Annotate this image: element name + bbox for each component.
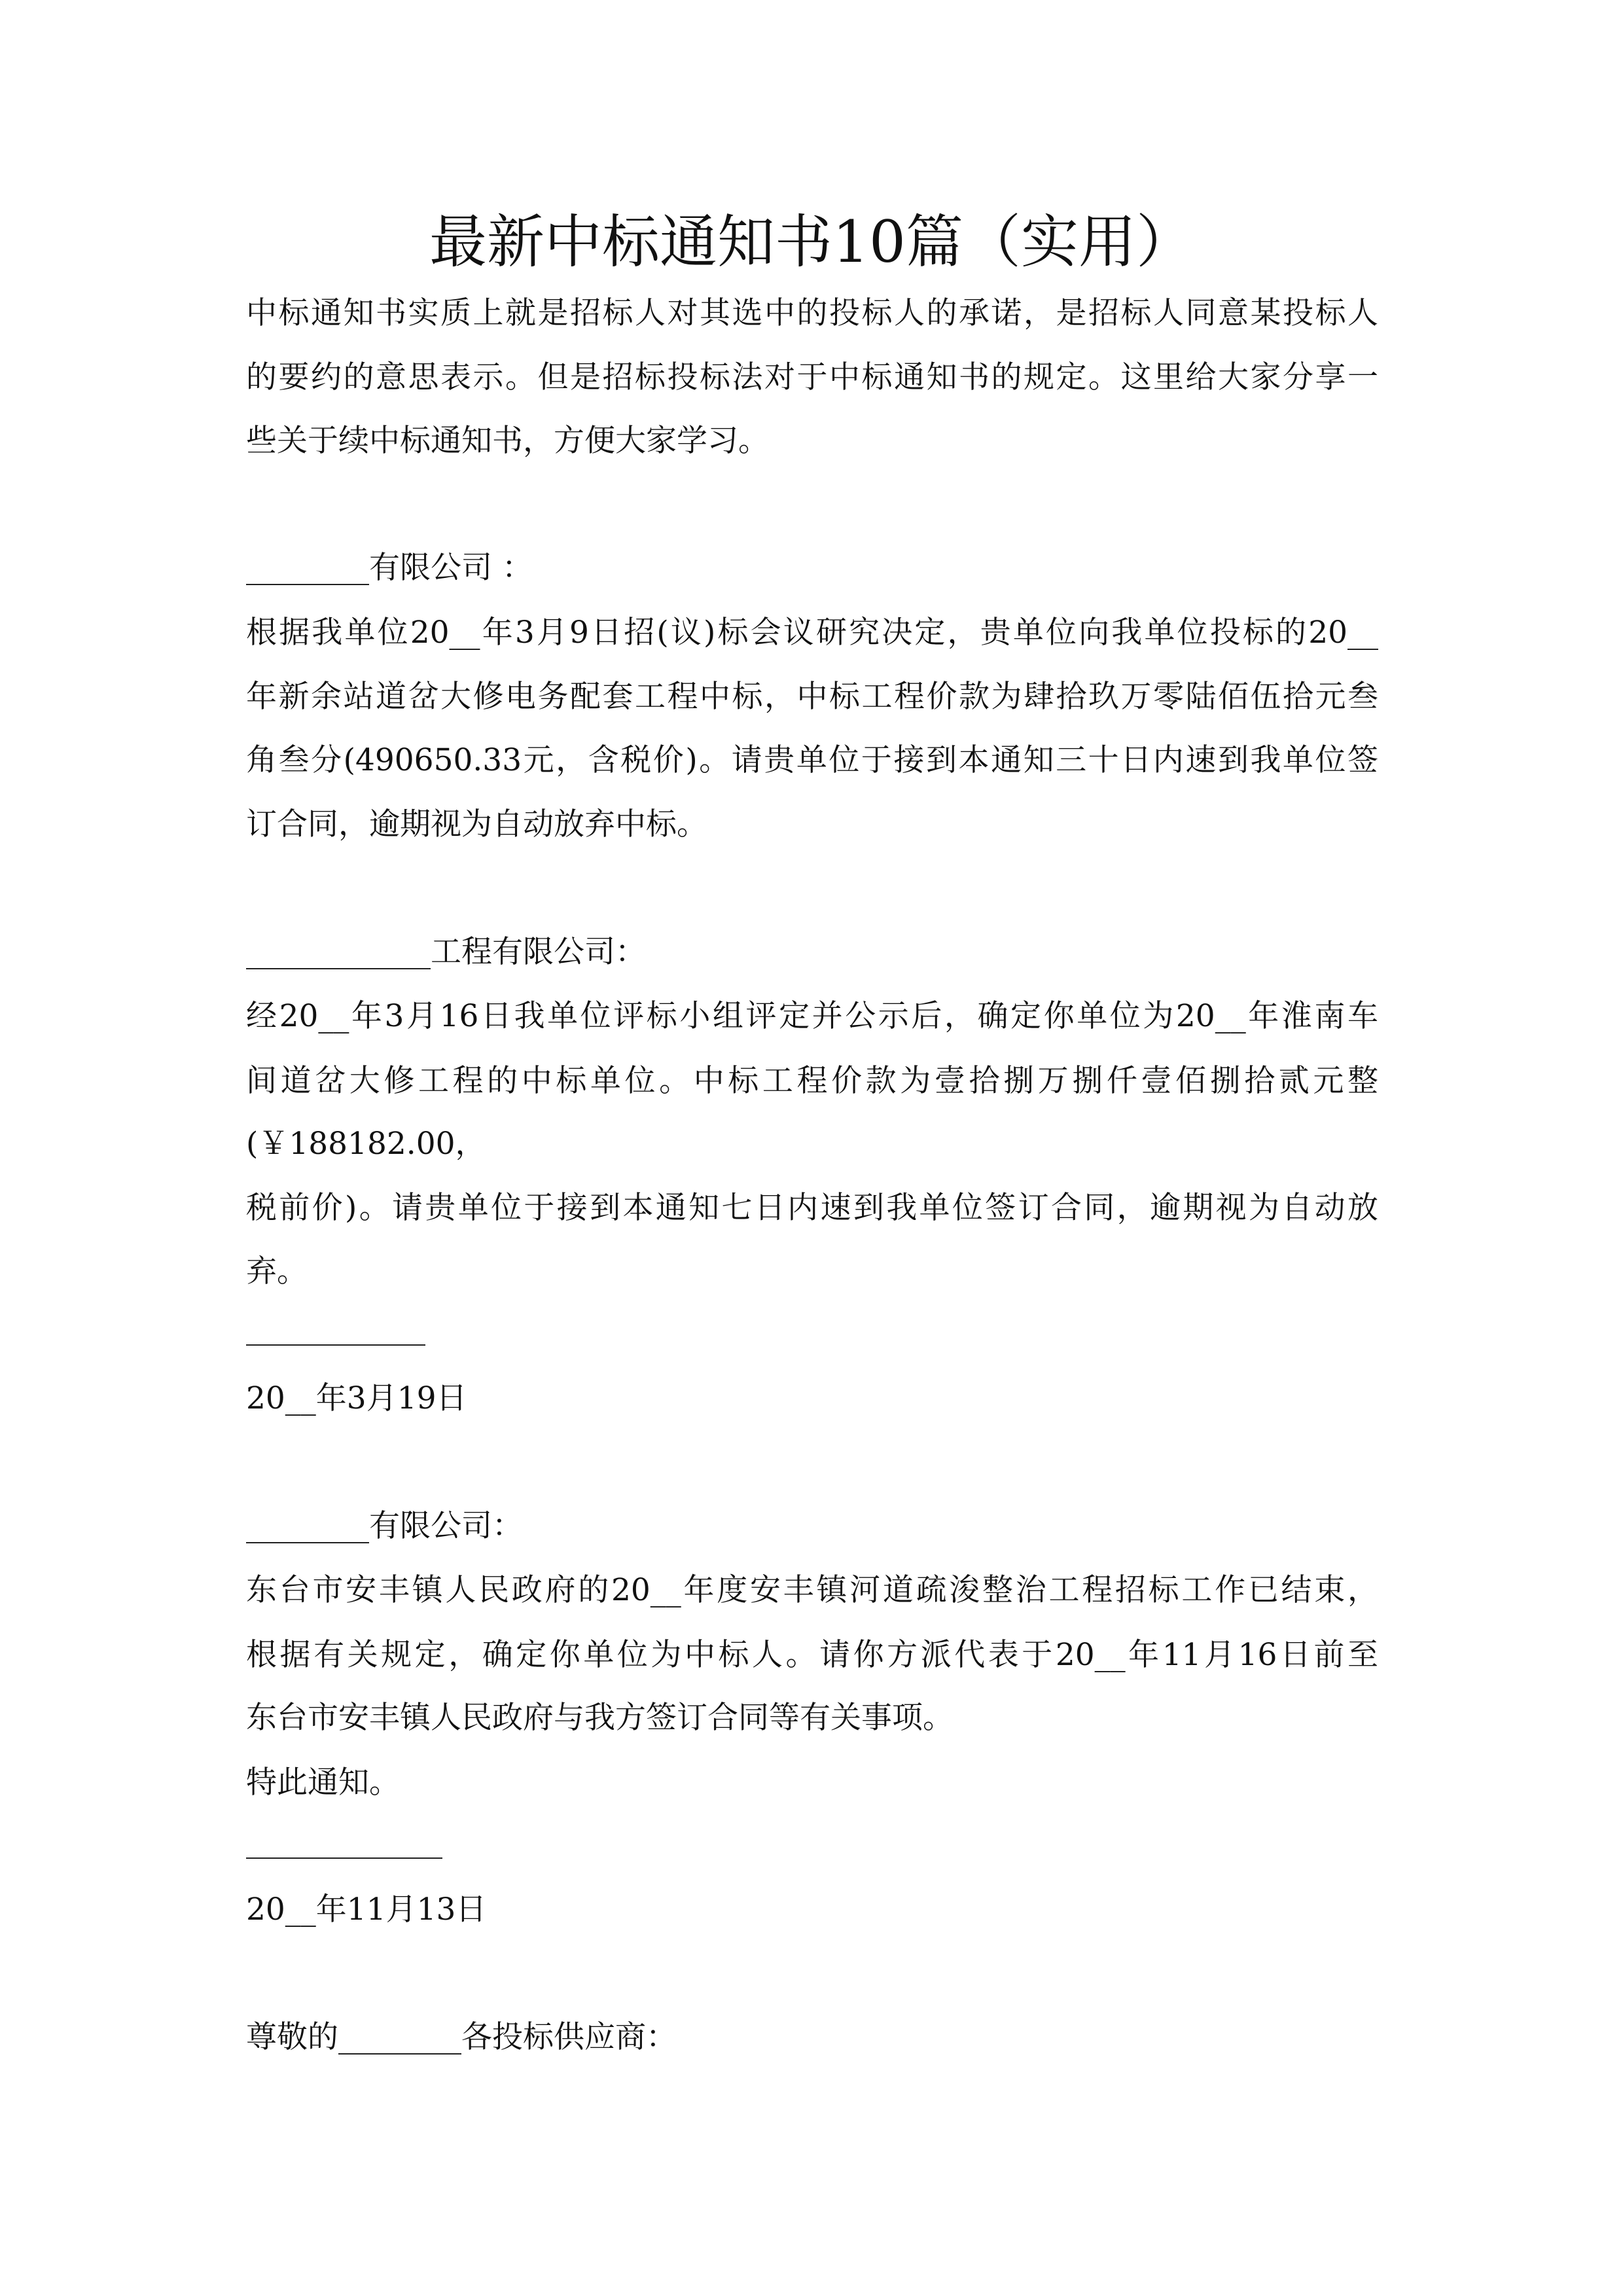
letter3-line: 特此通知。	[246, 1765, 400, 1801]
signature-line	[246, 1857, 442, 1859]
letter3-line: 东台市安丰镇人民政府与我方签订合同等有关事项。	[246, 1700, 954, 1736]
letter2-date: 20__年3月19日	[246, 1380, 467, 1416]
letter2-line: (￥188182.00，	[246, 1126, 486, 1162]
intro-line: 些关于续中标通知书，方便大家学习。	[246, 423, 769, 459]
letter3-salutation: ________有限公司：	[246, 1508, 523, 1544]
letter2-line: 间道岔大修工程的中标单位。中标工程价款为壹拾捌万捌仟壹佰捌拾贰元整	[246, 1063, 1378, 1099]
letter2-line: 弃。	[246, 1253, 308, 1289]
intro-line: 的要约的意思表示。但是招标投标法对于中标通知书的规定。这里给大家分享一	[246, 359, 1378, 395]
signature-line	[246, 1344, 425, 1346]
letter2-line: 税前价)。请贵单位于接到本通知七日内速到我单位签订合同，逾期视为自动放	[246, 1190, 1378, 1226]
letter1-line: 根据我单位20__年3月9日招(议)标会议研究决定，贵单位向我单位投标的20__	[246, 615, 1378, 651]
letter1-line: 角叁分(490650.33元，含税价)。请贵单位于接到本通知三十日内速到我单位签	[246, 742, 1378, 778]
letter2-line: 经20__年3月16日我单位评标小组评定并公示后，确定你单位为20__年淮南车	[246, 998, 1378, 1034]
letter3-date: 20__年11月13日	[246, 1892, 487, 1928]
letter3-line: 东台市安丰镇人民政府的20__年度安丰镇河道疏浚整治工程招标工作已结束，	[246, 1572, 1378, 1608]
letter4-salutation: 尊敬的________各投标供应商：	[246, 2019, 677, 2055]
document-title: 最新中标通知书10篇（实用）	[429, 208, 1194, 276]
letter1-salutation: ________有限公司 ：	[246, 550, 533, 586]
letter2-salutation: ____________工程有限公司：	[246, 934, 646, 970]
intro-line: 中标通知书实质上就是招标人对其选中的投标人的承诺，是招标人同意某投标人	[246, 295, 1378, 331]
letter3-line: 根据有关规定，确定你单位为中标人。请你方派代表于20__年11月16日前至	[246, 1637, 1378, 1673]
letter1-line: 订合同，逾期视为自动放弃中标。	[246, 806, 707, 842]
letter1-line: 年新余站道岔大修电务配套工程中标，中标工程价款为肆拾玖万零陆佰伍拾元叁	[246, 679, 1378, 715]
